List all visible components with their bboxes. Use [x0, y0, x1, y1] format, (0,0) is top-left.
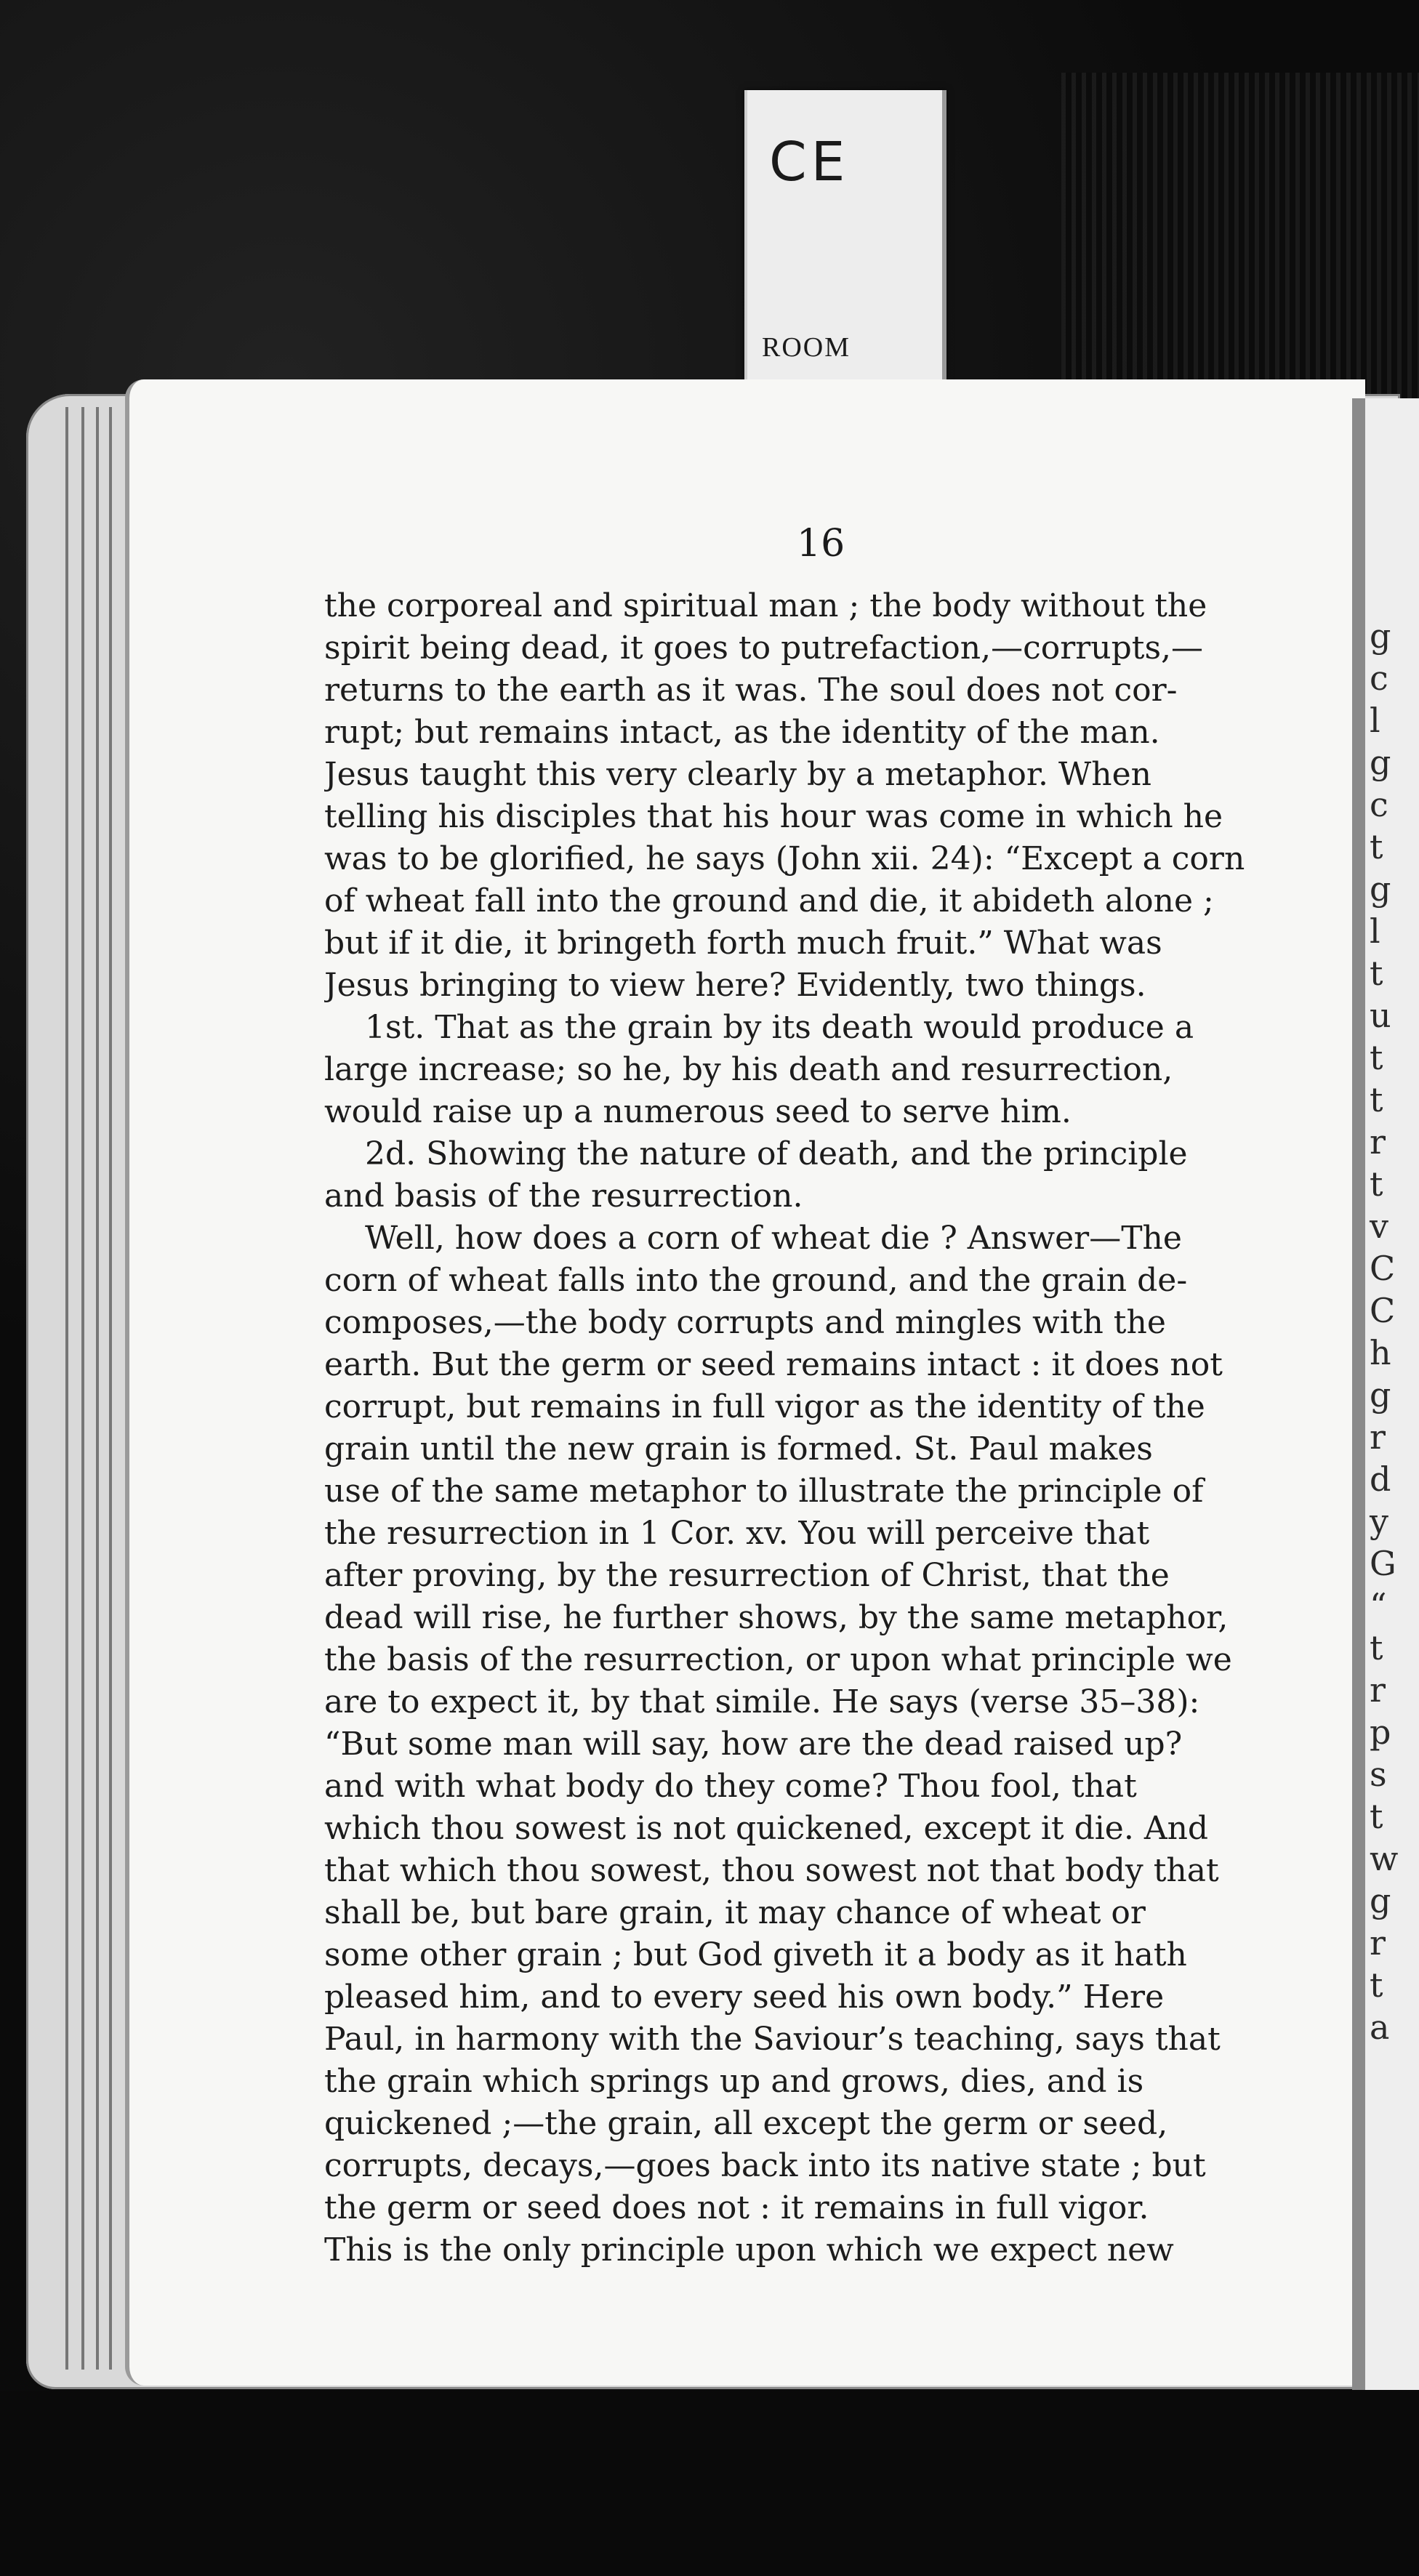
facing-page-letter: g [1370, 1375, 1391, 1414]
text-line: earth. But the germ or seed remains intact : it does not [324, 1346, 1223, 1383]
facing-page-letter: l [1370, 911, 1380, 951]
text-line: was to be glorified, he says (John xii. 24): “Except a corn [324, 840, 1245, 877]
text-line: the germ or seed does not : it remains in full vigor. [324, 2189, 1149, 2226]
library-tag [744, 90, 946, 381]
facing-page-letter: “ [1370, 1586, 1387, 1625]
text-line: rupt; but remains intact, as the identity of the man. [324, 714, 1160, 751]
text-line: use of the same metaphor to illustrate the principle of [324, 1473, 1204, 1510]
facing-page-letter: t [1370, 954, 1383, 993]
text-line: and basis of the resurrection. [324, 1178, 803, 1215]
text-line: the corporeal and spiritual man ; the body without the [324, 587, 1207, 624]
facing-page-letter: l [1370, 701, 1380, 740]
text-line: of wheat fall into the ground and die, it abideth alone ; [324, 882, 1214, 919]
scanner-bottom [0, 2391, 1419, 2576]
text-line: This is the only principle upon which we expect new [324, 2231, 1174, 2269]
text-line: pleased him, and to every seed his own body.” Here [324, 1979, 1165, 2016]
facing-page-letter: r [1370, 1417, 1386, 1457]
text-line: and with what body do they come? Thou fool, that [324, 1768, 1137, 1805]
facing-page-letter: t [1370, 1965, 1383, 2005]
facing-page-letter: t [1370, 1797, 1383, 1836]
text-line: composes,—the body corrupts and mingles with the [324, 1304, 1166, 1341]
text-line: Jesus bringing to view here? Evidently, two things. [324, 967, 1146, 1004]
facing-page-letter: c [1370, 659, 1388, 698]
page-edge-line [65, 407, 68, 2370]
library-tag-bottom-text: ROOM [762, 332, 851, 363]
text-line: would raise up a numerous seed to serve him. [324, 1093, 1072, 1130]
page-edge-line [96, 407, 99, 2370]
library-tag-top-text: CE [769, 131, 850, 193]
text-line: returns to the earth as it was. The soul does not cor- [324, 672, 1178, 709]
text-line: Well, how does a corn of wheat die ? Answer—The [365, 1220, 1182, 1257]
text-line: are to expect it, by that simile. He says (verse 35–38): [324, 1683, 1200, 1720]
text-line: large increase; so he, by his death and resurrection, [324, 1051, 1173, 1088]
text-line: grain until the new grain is formed. St. Paul makes [324, 1430, 1153, 1468]
facing-page-edge [1352, 398, 1419, 2390]
facing-page-letter: h [1370, 1333, 1391, 1372]
facing-page-letter: g [1370, 869, 1391, 909]
text-line: Paul, in harmony with the Saviour’s teaching, says that [324, 2021, 1221, 2058]
facing-page-letter: C [1370, 1249, 1396, 1288]
facing-page-letter: t [1370, 827, 1383, 866]
text-line: that which thou sowest, thou sowest not that body that [324, 1852, 1219, 1889]
facing-page-letter: g [1370, 743, 1391, 782]
facing-page-letter: C [1370, 1291, 1396, 1330]
facing-page-letter: y [1370, 1502, 1388, 1541]
book-cover-edge [1061, 73, 1419, 407]
page-number: 16 [797, 522, 845, 565]
page-edge-line [109, 407, 112, 2370]
facing-page-letter: g [1370, 1881, 1391, 1920]
text-line: 2d. Showing the nature of death, and the principle [365, 1135, 1188, 1172]
text-line: Jesus taught this very clearly by a metaphor. When [324, 756, 1151, 793]
facing-page-letter: s [1370, 1755, 1387, 1794]
text-line: corrupts, decays,—goes back into its native state ; but [324, 2147, 1206, 2184]
text-line: corn of wheat falls into the ground, and the grain de- [324, 1262, 1188, 1299]
text-line: dead will rise, he further shows, by the same metaphor, [324, 1599, 1229, 1636]
facing-page-letter: t [1370, 1628, 1383, 1667]
facing-page-letter: r [1370, 1122, 1386, 1162]
facing-page-letter: t [1370, 1038, 1383, 1077]
facing-page-letter: G [1370, 1544, 1396, 1583]
facing-page-letter: w [1370, 1839, 1399, 1878]
facing-page-letter: t [1370, 1164, 1383, 1204]
facing-page-letter: p [1370, 1712, 1391, 1752]
facing-page-letter: u [1370, 996, 1391, 1035]
text-line: but if it die, it bringeth forth much fruit.” What was [324, 925, 1162, 962]
text-line: spirit being dead, it goes to putrefaction,—corrupts,— [324, 629, 1204, 667]
facing-page-letter: a [1370, 2008, 1390, 2047]
text-line: some other grain ; but God giveth it a body as it hath [324, 1936, 1187, 1973]
text-line: shall be, but bare grain, it may chance of wheat or [324, 1894, 1146, 1931]
facing-page-letter: d [1370, 1460, 1391, 1499]
facing-page-letter: t [1370, 1080, 1383, 1119]
text-line: corrupt, but remains in full vigor as the identity of the [324, 1388, 1205, 1425]
facing-page-letter: g [1370, 616, 1391, 656]
text-line: after proving, by the resurrection of Christ, that the [324, 1557, 1170, 1594]
page-edge-line [81, 407, 84, 2370]
text-line: which thou sowest is not quickened, except it die. And [324, 1810, 1209, 1847]
text-line: telling his disciples that his hour was come in which he [324, 798, 1223, 835]
text-line: “But some man will say, how are the dead raised up? [324, 1726, 1183, 1763]
text-line: the grain which springs up and grows, dies, and is [324, 2063, 1144, 2100]
text-line: the resurrection in 1 Cor. xv. You will perceive that [324, 1515, 1150, 1552]
facing-page-letter: r [1370, 1923, 1386, 1963]
facing-page-letter: c [1370, 785, 1388, 824]
text-line: 1st. That as the grain by its death would produce a [365, 1009, 1194, 1046]
page-text [324, 585, 1298, 2271]
text-line: quickened ;—the grain, all except the germ or seed, [324, 2105, 1168, 2142]
facing-page-letter: r [1370, 1670, 1386, 1710]
text-line: the basis of the resurrection, or upon what principle we [324, 1641, 1232, 1678]
facing-page-letter: v [1370, 1207, 1388, 1246]
